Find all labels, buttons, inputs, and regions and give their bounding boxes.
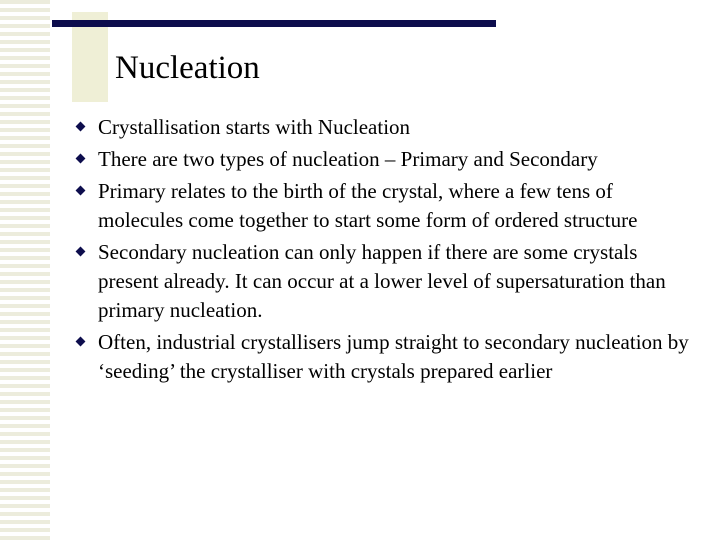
bullet-text: There are two types of nucleation – Primary and Secondary: [98, 147, 598, 171]
bullet-item: [74, 328, 694, 386]
bullet-item: [74, 177, 694, 235]
bullet-text: Crystallisation starts with Nucleation: [98, 115, 411, 139]
bullet-list: [74, 113, 694, 389]
bullet-text: Primary relates to the birth of the crystal, where a few tens of molecules come together to start some form of ordered structure: [98, 179, 638, 232]
diamond-bullet-icon: [76, 247, 86, 257]
bullet-item: [74, 238, 694, 325]
bullet-item: [74, 113, 694, 142]
diamond-bullet-icon: [76, 122, 86, 132]
left-stripe-decoration: [0, 0, 50, 540]
diamond-bullet-icon: [76, 154, 86, 164]
bullet-text: Secondary nucleation can only happen if there are some crystals present already. It can occur at a lower level of supersaturation than primary nucleation.: [98, 240, 666, 322]
diamond-bullet-icon: [76, 337, 86, 347]
bullet-item: [74, 145, 694, 174]
diamond-bullet-icon: [76, 186, 86, 196]
slide-title: Nucleation: [115, 50, 260, 86]
bullet-text: Often, industrial crystallisers jump straight to secondary nucleation by ‘seeding’ the crystalliser with crystals prepared earlier: [98, 330, 689, 383]
title-accent-bar: [52, 20, 496, 27]
